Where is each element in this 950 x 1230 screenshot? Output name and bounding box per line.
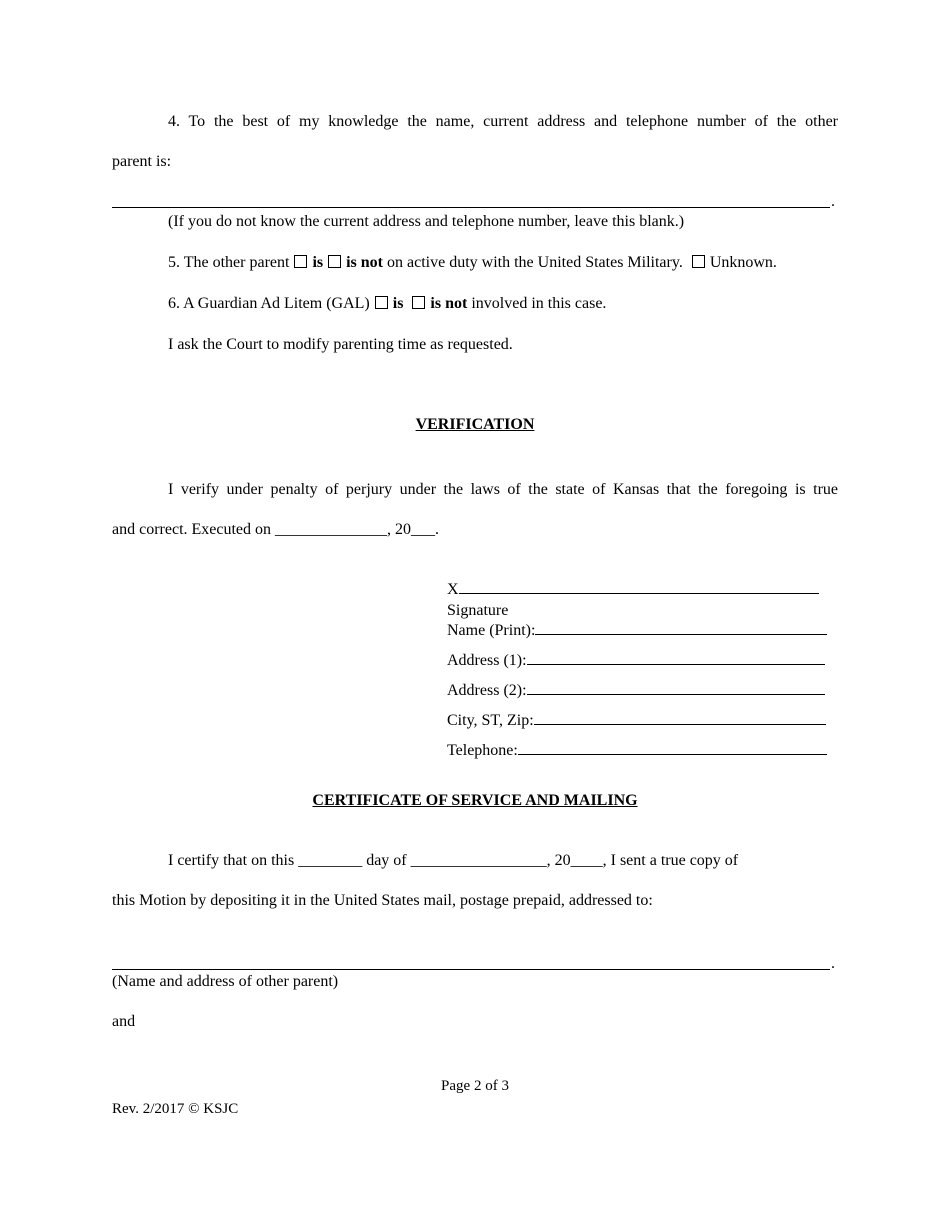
address2-field[interactable] [447,682,825,700]
signature-label: Signature [447,602,509,619]
address1-label: Address (1): [447,652,527,669]
item5-suffix: on active duty with the United States Military. [387,254,683,271]
line-end-period: . [831,193,835,210]
item5-prefix: 5. The other parent [168,254,290,271]
certificate-heading: CERTIFICATE OF SERVICE AND MAILING [312,792,638,809]
item5-unknown-label: Unknown. [709,254,777,271]
name-print-label: Name (Print): [447,622,536,639]
item5-is-not-label: is not [346,254,384,271]
item5-is-not-checkbox[interactable] [328,255,341,268]
item6-suffix: involved in this case. [471,295,607,312]
item6-is-not-checkbox[interactable] [412,296,425,309]
and-text: and [112,1013,136,1030]
item5-is-label: is [312,254,324,271]
verification-line2: and correct. Executed on ______________, 20___. [112,521,440,538]
item6-is-not-label: is not [430,295,468,312]
item6-is-checkbox[interactable] [375,296,388,309]
item6-prefix: 6. A Guardian Ad Litem (GAL) [168,295,370,312]
recipient-address-line[interactable] [112,969,830,970]
address1-field[interactable] [447,652,825,670]
request-text: I ask the Court to modify parenting time as requested. [168,336,513,353]
item5-unknown-checkbox[interactable] [692,255,705,268]
signature-line[interactable] [447,581,819,599]
signature-x-mark: X [447,581,459,598]
item5-is-checkbox[interactable] [294,255,307,268]
item4-line2: parent is: [112,153,172,170]
telephone-field[interactable] [447,742,827,760]
item4-line1: 4. To the best of my knowledge the name, current address and telephone number of the other [168,113,838,130]
item4-hint: (If you do not know the current address and telephone number, leave this blank.) [168,213,685,230]
telephone-label: Telephone: [447,742,518,759]
city-st-zip-label: City, ST, Zip: [447,712,534,729]
item6-is-label: is [392,295,404,312]
address2-label: Address (2): [447,682,527,699]
city-st-zip-field[interactable] [447,712,826,730]
page-number: Page 2 of 3 [441,1078,509,1094]
verification-heading: VERIFICATION [415,416,535,433]
certificate-line2: this Motion by depositing it in the United States mail, postage prepaid, addressed to: [112,892,653,909]
recipient-hint: (Name and address of other parent) [112,973,339,990]
certificate-line1: I certify that on this ________ day of _________________, 20____, I sent a true copy of [168,852,739,869]
item6 [168,295,606,313]
other-parent-info-line[interactable] [112,207,830,208]
item5 [168,254,777,272]
line-end-period: . [831,955,835,972]
revision-note: Rev. 2/2017 © KSJC [112,1101,239,1117]
verification-line1: I verify under penalty of perjury under the laws of the state of Kansas that the foregoing is true [168,481,838,498]
name-print-field[interactable] [447,622,827,640]
